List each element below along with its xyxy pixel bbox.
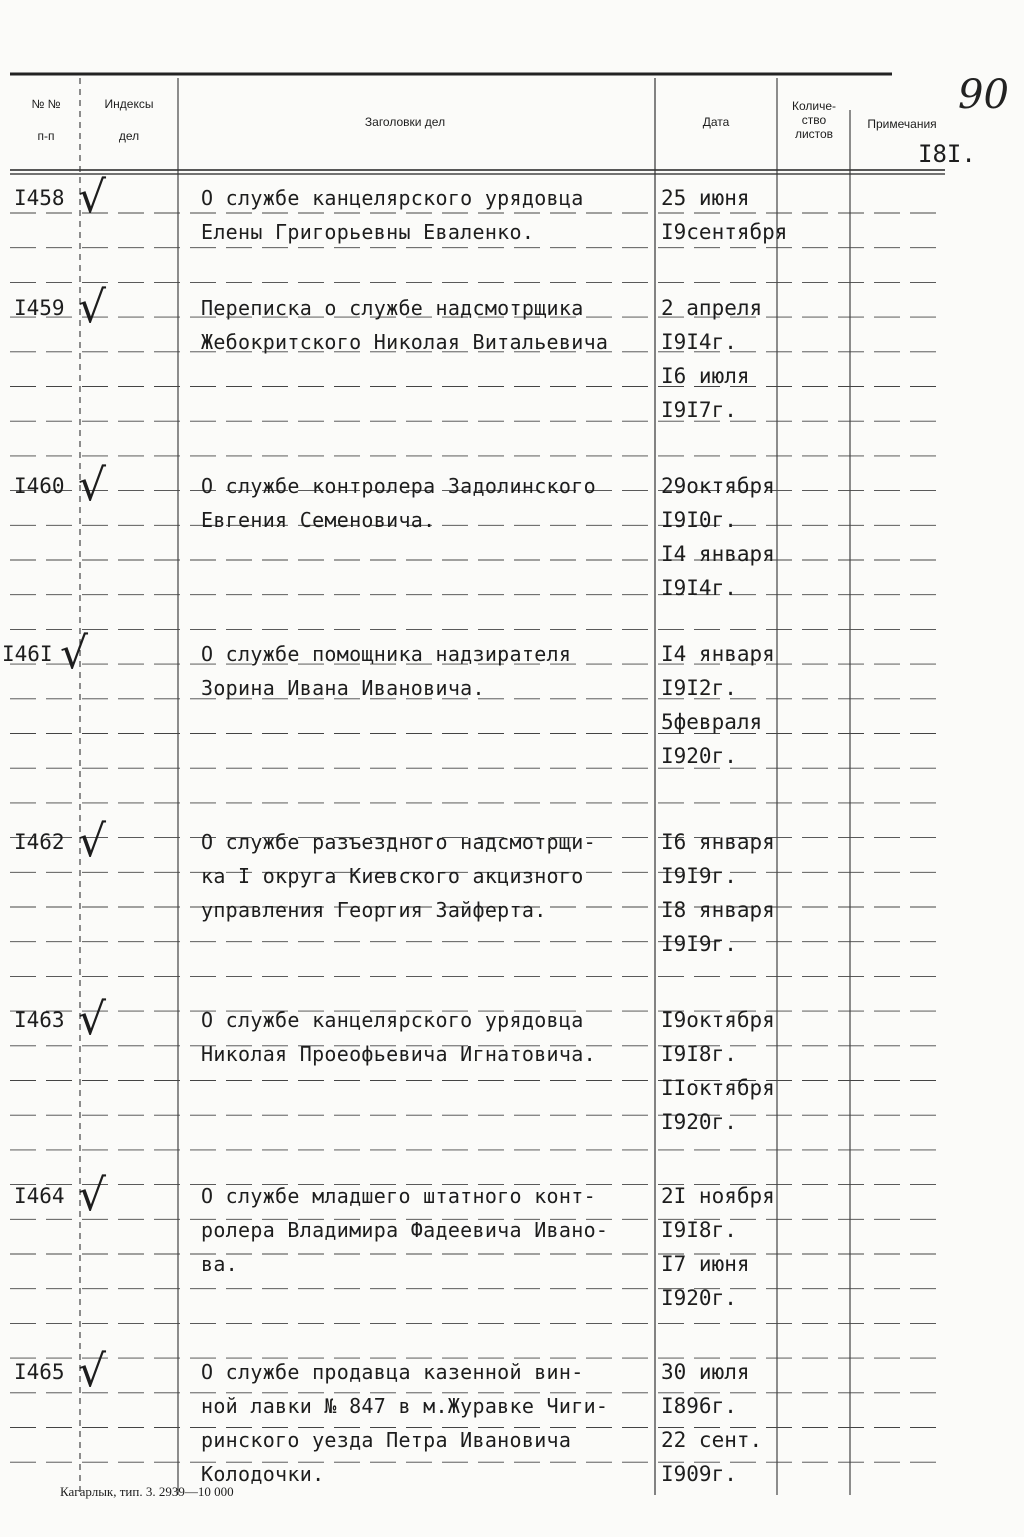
record-date-line: I9I7г. xyxy=(661,398,737,422)
record-date-line: I896г. xyxy=(661,1394,737,1418)
check-mark-icon: √ xyxy=(78,172,107,223)
column-header-date: Дата xyxy=(702,115,730,129)
check-mark-icon: √ xyxy=(78,282,107,333)
header-count-line3: листов xyxy=(794,126,834,141)
record-title-line: О службе канцелярского урядовца xyxy=(201,1008,584,1032)
record-date-line: I9I8г. xyxy=(661,1042,737,1066)
record-number: I458 xyxy=(14,186,65,210)
record-title-line: Елены Григорьевны Еваленко. xyxy=(201,220,535,244)
record-title-line: Николая Проеофьевича Игнатовича. xyxy=(201,1042,596,1066)
check-mark-icon: √ xyxy=(60,628,89,679)
check-mark-icon: √ xyxy=(78,1346,107,1397)
record-title-line: О службе канцелярского урядовца xyxy=(201,186,584,210)
record-date-line: IIоктября xyxy=(661,1076,775,1100)
record-date-line: I9I8г. xyxy=(661,1218,737,1242)
record-title-line: Евгения Семеновича. xyxy=(201,508,436,532)
record-title-line: О службе разъездного надсмотрщи- xyxy=(201,830,596,854)
record-date-line: I9I9г. xyxy=(661,864,737,888)
record-date-line: I4 января xyxy=(661,642,775,666)
record-number: I460 xyxy=(14,474,65,498)
record-number: I46I xyxy=(2,642,53,666)
record-date-line: I7 июня xyxy=(661,1252,750,1276)
header-nn-line1: № № xyxy=(31,97,61,111)
header-count-line1: Количе- xyxy=(791,99,837,113)
record-title-line: ролера Владимира Фадеевича Ивано- xyxy=(201,1218,609,1242)
record-date-line: I920г. xyxy=(661,744,737,768)
check-mark-icon: √ xyxy=(78,460,107,511)
handwritten-page-number: 90 xyxy=(958,72,1009,118)
record-date-line: I9сентября xyxy=(661,220,788,244)
record-title-line: ва. xyxy=(201,1252,239,1276)
record-title-line: О службе помощника надзирателя xyxy=(201,642,572,666)
record-date-line: I6 января xyxy=(661,830,775,854)
record-date-line: I9I0г. xyxy=(661,508,737,532)
record-date-line: 29октября xyxy=(661,474,775,498)
record-number: I465 xyxy=(14,1360,65,1384)
printer-imprint: Кагарлык, тип. 3. 2939—10 000 xyxy=(60,1484,234,1499)
record-date-line: I909г. xyxy=(661,1462,737,1486)
column-header-index xyxy=(82,98,176,144)
record-number: I464 xyxy=(14,1184,65,1208)
record-date-line: I9I9г. xyxy=(661,932,737,956)
record-title-line: Зорина Ивана Ивановича. xyxy=(201,676,485,700)
record-title-line: О службе контролера Задолинского xyxy=(201,474,596,498)
record-date-line: 30 июля xyxy=(661,1360,750,1384)
column-header-count xyxy=(779,100,849,141)
record-date-line: I9октября xyxy=(661,1008,775,1032)
record-title-line: ной лавки № 847 в м.Журавке Чиги- xyxy=(201,1394,609,1418)
record-date-line: I9I4г. xyxy=(661,330,737,354)
record-date-line: 5февраля xyxy=(661,710,763,734)
column-header-number xyxy=(14,98,78,144)
record-number: I462 xyxy=(14,830,65,854)
record-date-line: I4 января xyxy=(661,542,775,566)
record-date-line: I920г. xyxy=(661,1110,737,1134)
column-header-title: Заголовки дел xyxy=(364,115,446,129)
stamped-page-number: I8I. xyxy=(918,140,976,168)
record-date-line: I9I2г. xyxy=(661,676,737,700)
record-title-line: Переписка о службе надсмотрщика xyxy=(201,296,584,320)
record-date-line: I920г. xyxy=(661,1286,737,1310)
header-nn-line2: п-п xyxy=(37,128,55,143)
column-header-notes: Примечания xyxy=(867,117,937,131)
check-mark-icon: √ xyxy=(78,816,107,867)
check-mark-icon: √ xyxy=(78,994,107,1045)
record-title-line: управления Георгия Зайферта. xyxy=(201,898,547,922)
record-date-line: I9I4г. xyxy=(661,576,737,600)
record-date-line: 2I ноября xyxy=(661,1184,775,1208)
header-index-line2: дел xyxy=(118,128,140,143)
record-title-line: О службе продавца казенной вин- xyxy=(201,1360,584,1384)
record-date-line: 22 сент. xyxy=(661,1428,763,1452)
record-date-line: I8 января xyxy=(661,898,775,922)
header-index-line1: Индексы xyxy=(104,97,154,111)
record-title-line: Колодочки. xyxy=(201,1462,325,1486)
record-title-line: ка I округа Киевского акцизного xyxy=(201,864,584,888)
record-title-line: ринского уезда Петра Ивановича xyxy=(201,1428,572,1452)
record-date-line: 2 апреля xyxy=(661,296,763,320)
header-count-line2: ство xyxy=(801,112,827,127)
record-number: I463 xyxy=(14,1008,65,1032)
record-date-line: 25 июня xyxy=(661,186,750,210)
record-number: I459 xyxy=(14,296,65,320)
record-date-line: I6 июля xyxy=(661,364,750,388)
record-title-line: О службе младшего штатного конт- xyxy=(201,1184,596,1208)
check-mark-icon: √ xyxy=(78,1170,107,1221)
record-title-line: Жебокритского Николая Витальевича xyxy=(201,330,609,354)
